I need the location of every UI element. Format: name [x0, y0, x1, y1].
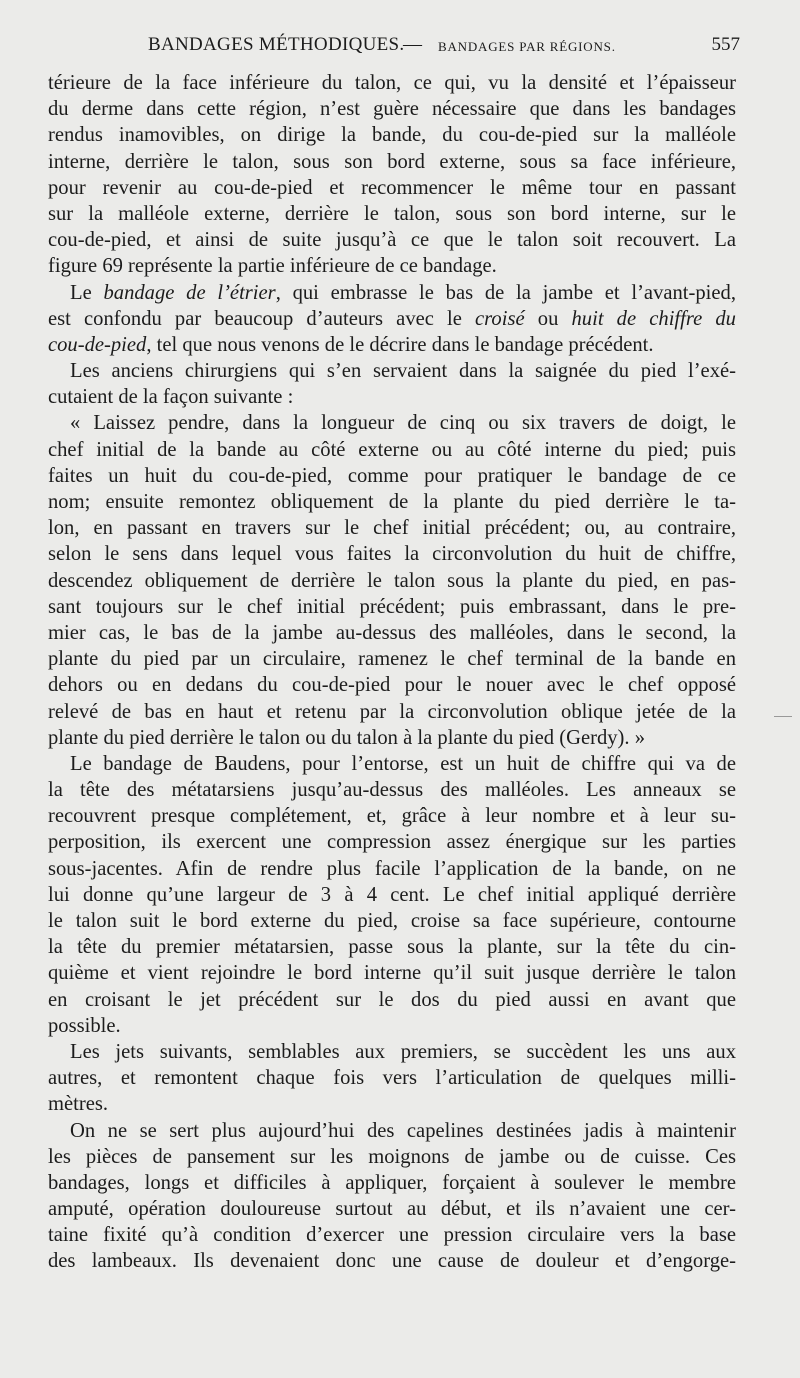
- text-line: cutaient de la façon suivante :: [48, 386, 294, 409]
- text-line: sant toujours sur le chef initial précédent; puis embrassant, dans le pre-: [48, 595, 736, 618]
- text-line: relevé de bas en haut et retenu par la circonvolution oblique jetée de la: [48, 700, 736, 723]
- text-line: Les anciens chirurgiens qui s’en servaient dans la saignée du pied l’exé-: [70, 360, 736, 383]
- text-line: térieure de la face inférieure du talon, ce qui, vu la densité et l’épaisseur: [48, 72, 736, 94]
- text-line: du derme dans cette région, n’est guère nécessaire que dans les bandages: [48, 98, 736, 121]
- text-line: est confondu par beaucoup d’auteurs avec le croisé ou huit de chiffre du: [48, 307, 736, 330]
- text-line: On ne se sert plus aujourd’hui des capelines destinées jadis à maintenir: [70, 1119, 736, 1142]
- text-line: mètres.: [48, 1093, 109, 1116]
- text-line: plante du pied par un circulaire, ramenez le chef terminal de la bande en: [48, 648, 736, 671]
- text-line: interne, derrière le talon, sous son bord externe, sous sa face inférieure,: [48, 150, 736, 173]
- text-line: possible.: [48, 1014, 121, 1037]
- running-head-title: BANDAGES MÉTHODIQUES.: [148, 34, 405, 55]
- text-line: des lambeaux. Ils devenaient donc une cause de douleur et d’engorge-: [48, 1250, 736, 1273]
- text-line: chef initial de la bande au côté externe ou au côté interne du pied; puis: [48, 438, 736, 461]
- text-line: mier cas, le bas de la jambe au-dessus des malléoles, dans le second, la: [48, 621, 736, 644]
- text-line: quième et vient rejoindre le bord interne qu’il suit jusque derrière le talon: [48, 962, 736, 985]
- running-head-subtitle: BANDAGES PAR RÉGIONS.: [438, 39, 616, 54]
- text-line: taine fixité qu’à condition d’exercer une pression circulaire vers la base: [48, 1224, 736, 1247]
- text-line: perposition, ils exercent une compression assez énergique sur les parties: [48, 831, 736, 854]
- text-line: en croisant le jet précédent sur le dos du pied aussi en avant que: [48, 988, 736, 1011]
- text-line: cou-de-pied, tel que nous venons de le décrire dans le bandage précédent.: [48, 333, 654, 356]
- margin-mark: [774, 716, 792, 717]
- text-line: cou-de-pied, et ainsi de suite jusqu’à ce que le talon soit recouvert. La: [48, 229, 736, 252]
- text-line: descendez obliquement de derrière le talon sous la plante du pied, en pas-: [48, 569, 736, 592]
- text-line: figure 69 représente la partie inférieure de ce bandage.: [48, 255, 497, 278]
- text-line: rendus inamovibles, on dirige la bande, du cou-de-pied sur la malléole: [48, 124, 736, 147]
- body-text: [48, 70, 736, 1275]
- text-line: lui donne qu’une largeur de 3 à 4 cent. Le chef initial appliqué derrière: [48, 883, 736, 906]
- text-line: Les jets suivants, semblables aux premiers, se succèdent les uns aux: [70, 1040, 736, 1063]
- text-line: les pièces de pansement sur les moignons de jambe ou de cuisse. Ces: [48, 1145, 736, 1168]
- text-line: faites un huit du cou-de-pied, comme pour pratiquer le bandage de ce: [48, 464, 736, 487]
- text-line: autres, et remontent chaque fois vers l’articulation de quelques milli-: [48, 1067, 736, 1090]
- text-line: le talon suit le bord externe du pied, croise sa face supérieure, contourne: [48, 910, 736, 932]
- text-line: sous-jacentes. Afin de rendre plus facile l’application de la bande, on ne: [48, 857, 736, 880]
- text-line: bandages, longs et difficiles à appliquer, forçaient à soulever le membre: [48, 1171, 736, 1194]
- text-line: lon, en passant en travers sur le chef initial précédent; ou, au contraire,: [48, 517, 736, 540]
- italic-phrase: huit de chiffre du: [571, 307, 736, 330]
- text-line: dehors ou en dedans du cou-de-pied pour le nouer avec le chef opposé: [48, 674, 736, 697]
- text-line: recouvrent presque complétement, et, grâce à leur nombre et à leur su-: [48, 805, 736, 828]
- text-line: « Laissez pendre, dans la longueur de cinq ou six travers de doigt, le: [70, 412, 736, 435]
- text-line: amputé, opération douloureuse surtout au début, et ils n’avaient une cer-: [48, 1198, 736, 1221]
- italic-phrase: bandage de l’étrier: [103, 281, 276, 304]
- text-line: selon le sens dans lequel vous faites la circonvolution du huit de chiffre,: [48, 543, 736, 566]
- italic-phrase: cou-de-pied: [48, 333, 147, 356]
- text-line: Le bandage de Baudens, pour l’entorse, est un huit de chiffre qui va de: [70, 752, 736, 775]
- page-number: 557: [711, 34, 740, 55]
- text-line: Le bandage de l’étrier, qui embrasse le bas de la jambe et l’avant-pied,: [70, 281, 736, 304]
- text-line: pour revenir au cou-de-pied et recommencer le même tour en passant: [48, 176, 736, 199]
- text-line: la tête des métatarsiens jusqu’au-dessus des malléoles. Les anneaux se: [48, 779, 736, 802]
- running-head-dash: —: [403, 34, 422, 55]
- italic-phrase: croisé: [475, 307, 525, 330]
- text-line: nom; ensuite remontez obliquement de la plante du pied derrière le ta-: [48, 491, 736, 513]
- text-line: la tête du premier métatarsien, passe sous la plante, sur la tête du cin-: [48, 936, 736, 959]
- text-line: sur la malléole externe, derrière le talon, sous son bord interne, sur le: [48, 202, 736, 225]
- running-head: [148, 34, 740, 60]
- text-line: plante du pied derrière le talon ou du talon à la plante du pied (Gerdy). »: [48, 726, 646, 749]
